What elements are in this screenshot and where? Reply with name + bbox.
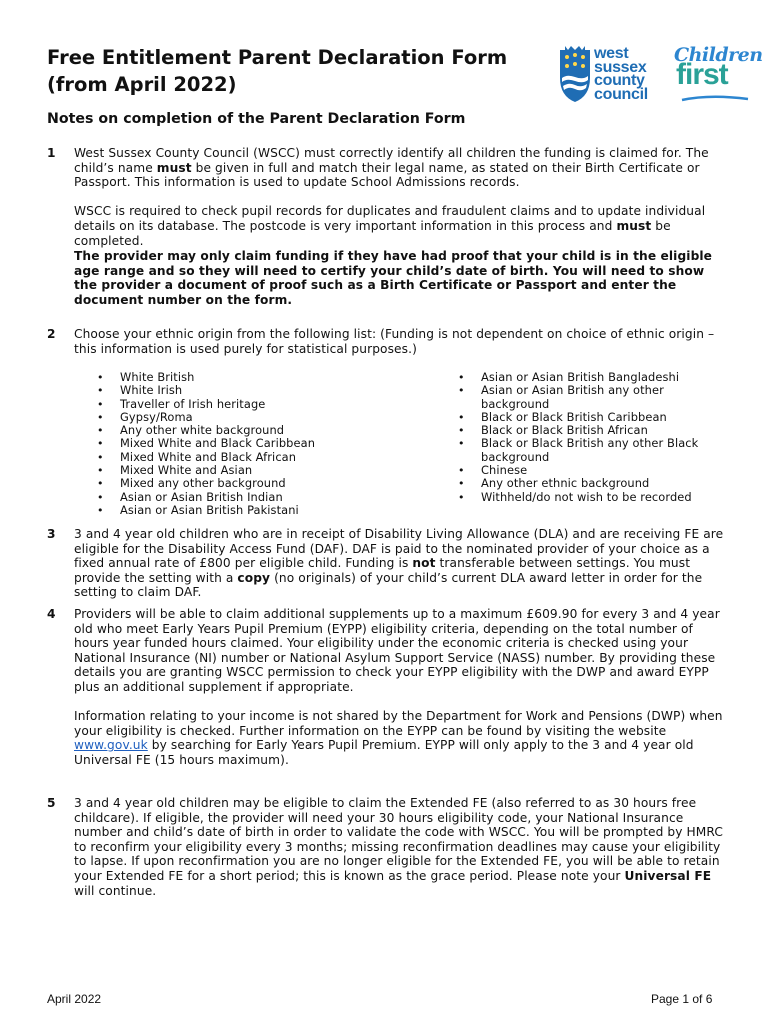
- ethnic-option: • Traveller of Irish heritage: [97, 398, 357, 411]
- gov-uk-link[interactable]: www.gov.uk: [74, 738, 148, 753]
- ethnic-option: • Mixed White and Asian: [97, 464, 357, 477]
- note-1-paragraph-1: [74, 146, 727, 190]
- ethnic-list-right: [458, 371, 720, 504]
- note-1-paragraph-3: The provider may only claim funding if they have had proof that your child is in the eligible age range and so they will need to certify your child’s date of birth. You will need to show the provider a document of proof such as a Birth Certificate or Passport and enter the document number on the form.: [74, 249, 713, 307]
- note-2: [47, 327, 727, 356]
- page-title: [47, 44, 507, 98]
- note-number: 3: [47, 527, 56, 541]
- wscc-line-2: sussex: [594, 58, 647, 76]
- ethnic-option: • Asian or Asian British any other background: [458, 384, 720, 411]
- ethnic-option: • Asian or Asian British Bangladeshi: [458, 371, 720, 384]
- text-run: 3 and 4 year old children who are in receipt of Disability Living Allowance (DLA) and are receiving FE are eligible for the Disability Access Fund (DAF). DAF is paid to the nominated provider of your choice as a fixed annual rate of £800 per eligible child. Funding is: [74, 527, 724, 571]
- ethnic-option: • Mixed White and Black Caribbean: [97, 437, 357, 450]
- ethnic-option: • Black or Black British African: [458, 424, 720, 437]
- note-number: 5: [47, 796, 56, 810]
- wscc-line-1: west: [594, 45, 629, 62]
- ethnic-option: • Any other white background: [97, 424, 357, 437]
- text-run: West Sussex County Council (WSCC) must correctly identify all children the funding is claimed for. The child’s name: [74, 146, 709, 175]
- emphasis: must: [156, 160, 192, 175]
- text-run: WSCC is required to check pupil records for duplicates and fraudulent claims and to update individual details on its database. The postcode is very important information in this process and: [74, 204, 706, 233]
- title-line-1: Free Entitlement Parent Declaration Form: [47, 46, 508, 69]
- ethnic-option: • Gypsy/Roma: [97, 411, 357, 424]
- text-run: (no originals) of your child’s current DLA award letter in order for the setting to claim DAF.: [74, 570, 703, 600]
- cf-swoosh-icon: [680, 94, 750, 104]
- note-number: 4: [47, 607, 56, 621]
- wscc-logo: [557, 44, 662, 106]
- note-4: [47, 607, 727, 768]
- text-run: be given in full and match their legal name, as stated on their Birth Certificate or Passport. This information is used to update School Admissions records.: [74, 160, 700, 190]
- ethnic-option: • Mixed any other background: [97, 477, 357, 490]
- ethnic-option: • Chinese: [458, 464, 720, 477]
- text-run: be completed.: [74, 218, 671, 248]
- wscc-shield-icon: [557, 44, 593, 104]
- note-number: 1: [47, 146, 56, 160]
- text-run: Information relating to your income is not shared by the Department for Work and Pensions (DWP) when your eligibility is checked. Further information on the EYPP can be found by visiting the website: [74, 709, 723, 738]
- title-line-2: (from April 2022): [47, 73, 237, 96]
- text-run: will continue.: [74, 883, 157, 898]
- note-5: [47, 796, 727, 898]
- note-4-paragraph-2: [74, 709, 727, 767]
- wscc-line-4: council: [594, 85, 648, 103]
- note-number: 2: [47, 327, 56, 341]
- note-1: [47, 146, 727, 308]
- ethnic-option: • Withheld/do not wish to be recorded: [458, 491, 720, 504]
- ethnic-option: • White British: [97, 371, 357, 384]
- emphasis: Universal FE: [624, 868, 712, 883]
- footer-page-number: Page 1 of 6: [651, 992, 713, 1006]
- cf-children-text: Children: [674, 44, 763, 66]
- wscc-wordmark: [594, 47, 648, 101]
- ethnic-list-left: [97, 371, 357, 517]
- ethnic-option: • Mixed White and Black African: [97, 451, 357, 464]
- note-3: [47, 527, 727, 600]
- ethnic-option: • Black or Black British any other Black background: [458, 437, 720, 464]
- note-2-paragraph-1: Choose your ethnic origin from the following list: (Funding is not dependent on choice of ethnic origin – this information is used purely for statistical purposes.): [74, 327, 715, 356]
- note-5-paragraph-1: [74, 796, 727, 898]
- wscc-line-3: county: [594, 72, 645, 89]
- ethnic-option: • Asian or Asian British Pakistani: [97, 504, 357, 517]
- emphasis: not: [412, 556, 436, 571]
- note-4-paragraph-1: Providers will be able to claim additional supplements up to a maximum £609.90 for every 3 and 4 year old who meet Early Years Pupil Premium (EYPP) eligibility criteria, depending on the total number of hours year funded hours claimed. Your eligibility under the economic criteria is checked using your National Insurance (NI) number or National Asylum Support Service (NASS) number. By providing these details you are granting WSCC permission to check your EYPP eligibility with the DWP and award EYPP plus an additional supplement if appropriate.: [74, 607, 720, 694]
- text-run: 3 and 4 year old children may be eligible to claim the Extended FE (also referred to as 30 hours free childcare). If eligible, the provider will need your 30 hours eligibility code, your National Insurance number and child’s date of birth in order to validate the code with WSCC. You will be prompted by HMRC to reconfirm your eligibility every 3 months; missing reconfirmation deadlines may cause your eligibility to lapse. If upon reconfirmation you are no longer eligible for the Extended FE, you will be able to retain your Extended FE for a short period; this is known as the grace period. Please note your: [74, 796, 723, 883]
- text-run: by searching for Early Years Pupil Premium. EYPP will only apply to the 3 and 4 year old Universal FE (15 hours maximum).: [74, 738, 694, 767]
- ethnic-option: • White Irish: [97, 384, 357, 397]
- text-run: transferable between settings. You must provide the setting with a: [74, 556, 691, 585]
- emphasis: copy: [237, 570, 271, 585]
- ethnic-option: • Any other ethnic background: [458, 477, 720, 490]
- children-first-logo: [672, 44, 763, 106]
- note-3-paragraph-1: [74, 527, 727, 600]
- cf-first-text: first: [676, 58, 728, 91]
- ethnic-option: • Asian or Asian British Indian: [97, 491, 357, 504]
- ethnic-option: • Black or Black British Caribbean: [458, 411, 720, 424]
- note-1-paragraph-2: [74, 204, 727, 248]
- notes-heading: Notes on completion of the Parent Declaration Form: [47, 111, 466, 127]
- emphasis: must: [616, 218, 652, 233]
- footer-date: April 2022: [47, 992, 102, 1006]
